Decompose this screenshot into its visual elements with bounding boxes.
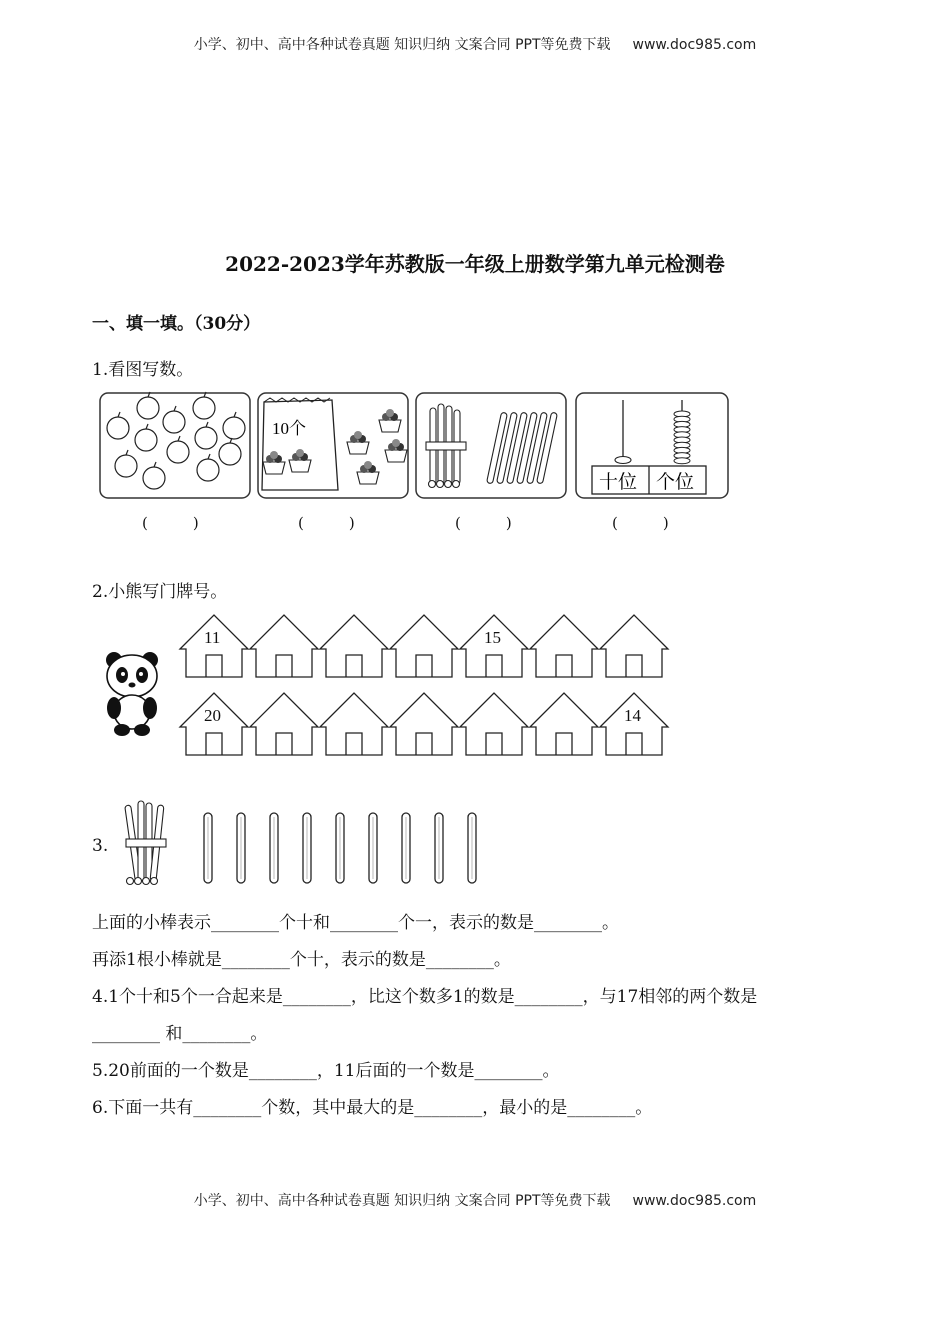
house-icon [250, 615, 318, 677]
loose-sticks-icon [487, 412, 558, 484]
abacus-tens-label: 十位 [599, 472, 638, 493]
question-2-prompt: 2.小熊写门牌号。 [92, 582, 228, 602]
question-3-number: 3. [92, 836, 109, 856]
house-icon [320, 693, 388, 755]
house-number: 15 [484, 628, 501, 647]
bag-panel [258, 393, 408, 498]
header-url[interactable]: www.doc985.com [632, 37, 757, 53]
footer-text: 小学、初中、高中各种试卷真题 知识归纳 文案合同 PPT等免费下载 [193, 1193, 611, 1209]
sticks-panel [416, 393, 566, 498]
house-icon [460, 693, 528, 755]
section-heading: 一、填一填。（30分） [92, 314, 261, 334]
house-number: 11 [204, 628, 221, 647]
answer-blank-3[interactable]: ( ) [455, 514, 512, 532]
house-icon [600, 615, 668, 677]
question-3-line-2: 再添1根小棒就是________个十，表示的数是________。 [92, 950, 511, 970]
house-icon [390, 693, 458, 755]
house-icon [320, 615, 388, 677]
question-1-figures [96, 390, 736, 502]
apples-icon [107, 392, 245, 489]
bag-label: 10个 [272, 419, 306, 438]
apples-panel [100, 392, 250, 498]
house-icon [530, 615, 598, 677]
stick-bundle-icon [125, 801, 166, 885]
panda-icon [100, 650, 164, 738]
house-number: 20 [204, 706, 221, 725]
question-1-prompt: 1.看图写数。 [92, 360, 194, 380]
house-number: 14 [624, 706, 641, 725]
question-3-line-1: 上面的小棒表示________个十和________个一，表示的数是________。 [92, 913, 619, 933]
abacus-panel [576, 393, 728, 498]
page-header [0, 34, 950, 54]
bundle-icon [426, 404, 466, 488]
houses-figure [176, 611, 672, 761]
header-text: 小学、初中、高中各种试卷真题 知识归纳 文案合同 PPT等免费下载 [193, 37, 611, 53]
answer-blank-4[interactable]: ( ) [612, 514, 669, 532]
house-icon [530, 693, 598, 755]
footer-url[interactable]: www.doc985.com [632, 1193, 757, 1209]
question-4-line-2: ________ 和________。 [92, 1024, 268, 1044]
question-4-line-1: 4.1个十和5个一合起来是________，比这个数多1的数是________，与17相邻的两个数是 [92, 987, 758, 1007]
answer-blank-1[interactable]: ( ) [142, 514, 199, 532]
house-icon [250, 693, 318, 755]
question-5: 5.20前面的一个数是________，11后面的一个数是________。 [92, 1061, 560, 1081]
question-6: 6.下面一共有________个数，其中最大的是________，最小的是________。 [92, 1098, 653, 1118]
single-sticks-icon [204, 813, 476, 883]
page-footer [0, 1190, 950, 1210]
house-icon [390, 615, 458, 677]
answer-blank-2[interactable]: ( ) [298, 514, 355, 532]
abacus-beads-icon [674, 411, 690, 464]
page-title: 2022-2023学年苏教版一年级上册数学第九单元检测卷 [225, 252, 725, 276]
question-3-sticks [116, 797, 496, 889]
abacus-ones-label: 个位 [656, 472, 695, 493]
